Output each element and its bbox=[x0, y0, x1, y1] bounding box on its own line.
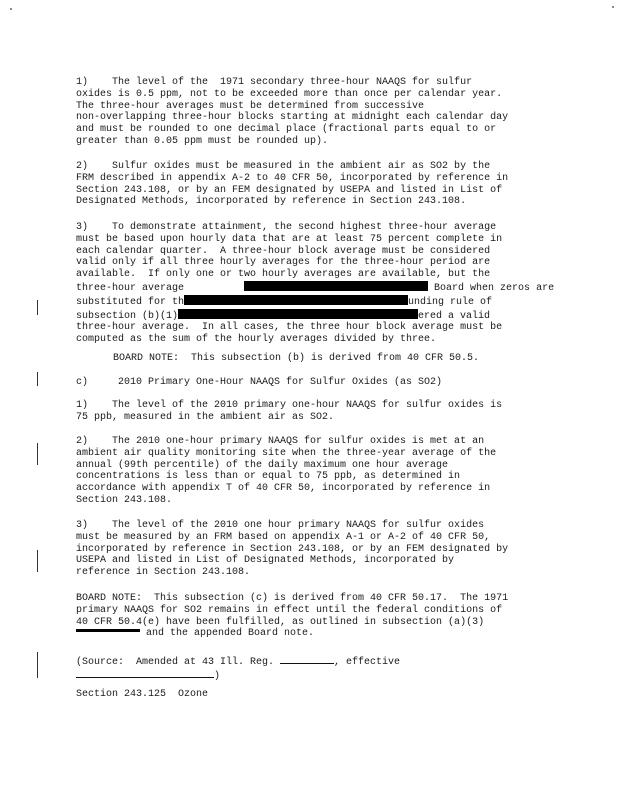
blank-line bbox=[280, 655, 334, 664]
paragraph-c3 bbox=[76, 520, 546, 579]
paragraph-b3 bbox=[76, 222, 555, 346]
text-line: valid only if all three hourly averages for the three-hour period are bbox=[76, 257, 491, 269]
text-line-redacted bbox=[76, 295, 546, 309]
text-line: 2) Sulfur oxides must be measured in the ambient air as SO2 by the bbox=[76, 161, 491, 172]
text-line: c) 2010 Primary One-Hour NAAQS for Sulfur Oxides (as SO2) bbox=[76, 377, 443, 388]
text-line: non-overlapping three-hour blocks starting at midnight each calendar day bbox=[76, 112, 509, 124]
text-line: each calendar quarter. A three-hour block average must be considered bbox=[76, 245, 491, 257]
text-line-redacted bbox=[76, 281, 555, 295]
text-line: annual (99th percentile) of the daily maximum one hour average bbox=[76, 459, 449, 471]
text-line: greater than 0.05 ppm must be rounded up). bbox=[76, 135, 329, 147]
scan-speck bbox=[612, 6, 614, 8]
margin-change-bar bbox=[37, 550, 38, 572]
paragraph-b1 bbox=[76, 77, 546, 148]
redaction-block bbox=[76, 629, 140, 632]
paragraph-b2 bbox=[76, 161, 546, 208]
paragraph-c1 bbox=[76, 400, 546, 424]
margin-change-bar bbox=[37, 443, 38, 465]
text-line: Designated Methods, incorporated by reference in Section 243.108. bbox=[76, 196, 467, 208]
board-note-b bbox=[113, 353, 553, 365]
text-line bbox=[76, 655, 546, 669]
blank-line bbox=[76, 669, 214, 678]
board-note-c bbox=[76, 593, 546, 640]
text-line: 75 ppb, measured in the ambient air as SO2. bbox=[76, 411, 335, 423]
text-line-redacted bbox=[76, 309, 546, 323]
text-line: and must be rounded to one decimal place (fractional parts equal to or bbox=[76, 124, 497, 136]
text-line: 2) The 2010 one-hour primary NAAQS for sulfur oxides is met at an bbox=[76, 436, 485, 447]
subsection-heading-c bbox=[76, 377, 546, 389]
text-fragment: Board when zeros are bbox=[434, 282, 555, 294]
text-line: 3) To demonstrate attainment, the second highest three-hour average bbox=[76, 222, 497, 233]
text-line-redacted bbox=[76, 628, 546, 640]
text-line: concentrations is less than or equal to 75 ppb, as determined in bbox=[76, 471, 461, 483]
redaction-block bbox=[178, 309, 418, 319]
text-line: USEPA and listed in List of Designated Methods, incorporated by bbox=[76, 555, 455, 567]
text-line: available. If only one or two hourly averages are available, but the bbox=[76, 269, 491, 281]
text-line: primary NAAQS for SO2 remains in effect until the federal conditions of bbox=[76, 604, 503, 616]
text-line: computed as the sum of the hourly averages divided by three. bbox=[76, 334, 437, 346]
text-line: Section 243.108. bbox=[76, 494, 173, 506]
text-fragment: , effective bbox=[334, 657, 401, 668]
text-line: BOARD NOTE: This subsection (b) is derived from 40 CFR 50.5. bbox=[113, 353, 480, 364]
text-line bbox=[76, 669, 546, 683]
text-fragment: ered a valid bbox=[418, 310, 491, 322]
text-line: must be measured by an FRM based on appendix A-1 or A-2 of 40 CFR 50, bbox=[76, 531, 491, 543]
text-fragment: three-hour average bbox=[76, 282, 185, 294]
text-line: 3) The level of the 2010 one hour primary NAAQS for sulfur oxides bbox=[76, 520, 485, 531]
text-fragment: substituted for th bbox=[76, 296, 185, 308]
text-fragment: and the appended Board note. bbox=[140, 628, 315, 640]
text-line: reference in Section 243.108. bbox=[76, 567, 251, 579]
text-line: Section 243.108, or by an FEM designated by USEPA and listed in List of bbox=[76, 184, 503, 196]
section-heading bbox=[76, 689, 546, 701]
text-fragment: ) bbox=[214, 670, 221, 682]
source-note bbox=[76, 655, 546, 683]
margin-change-bar bbox=[37, 372, 38, 386]
paragraph-c2 bbox=[76, 436, 546, 507]
text-fragment: subsection (b)(1) bbox=[76, 310, 179, 322]
text-line: The three-hour averages must be determined from successive bbox=[76, 100, 425, 112]
text-line: incorporated by reference in Section 243.108, or by an FEM designated by bbox=[76, 543, 509, 555]
margin-change-bar bbox=[37, 652, 38, 678]
text-line: must be based upon hourly data that are at least 75 percent complete in bbox=[76, 233, 503, 245]
text-line: 1) The level of the 2010 primary one-hour NAAQS for sulfur oxides is bbox=[76, 400, 503, 411]
text-line: Section 243.125 Ozone bbox=[76, 689, 209, 700]
text-line: BOARD NOTE: This subsection (c) is derived from 40 CFR 50.17. The 1971 bbox=[76, 593, 509, 604]
text-line: accordance with appendix T of 40 CFR 50, incorporated by reference in bbox=[76, 483, 491, 495]
text-line: 40 CFR 50.4(e) have been fulfilled, as outlined in subsection (a)(3) bbox=[76, 616, 491, 628]
text-fragment: unding rule of bbox=[408, 296, 493, 308]
redaction-block bbox=[184, 295, 408, 305]
margin-change-bar bbox=[37, 300, 38, 315]
text-fragment: (Source: Amended at 43 Ill. Reg. bbox=[76, 657, 281, 668]
text-line: FRM described in appendix A-2 to 40 CFR 50, incorporated by reference in bbox=[76, 172, 509, 184]
text-line: oxides is 0.5 ppm, not to be exceeded more than once per calendar year. bbox=[76, 88, 503, 100]
redaction-block bbox=[244, 281, 428, 291]
scan-speck bbox=[10, 8, 12, 10]
text-line: ambient air quality monitoring site when the three-year average of the bbox=[76, 447, 497, 459]
text-line: 1) The level of the 1971 secondary three-hour NAAQS for sulfur bbox=[76, 77, 473, 88]
text-line: three-hour average. In all cases, the three hour block average must be bbox=[76, 322, 503, 334]
